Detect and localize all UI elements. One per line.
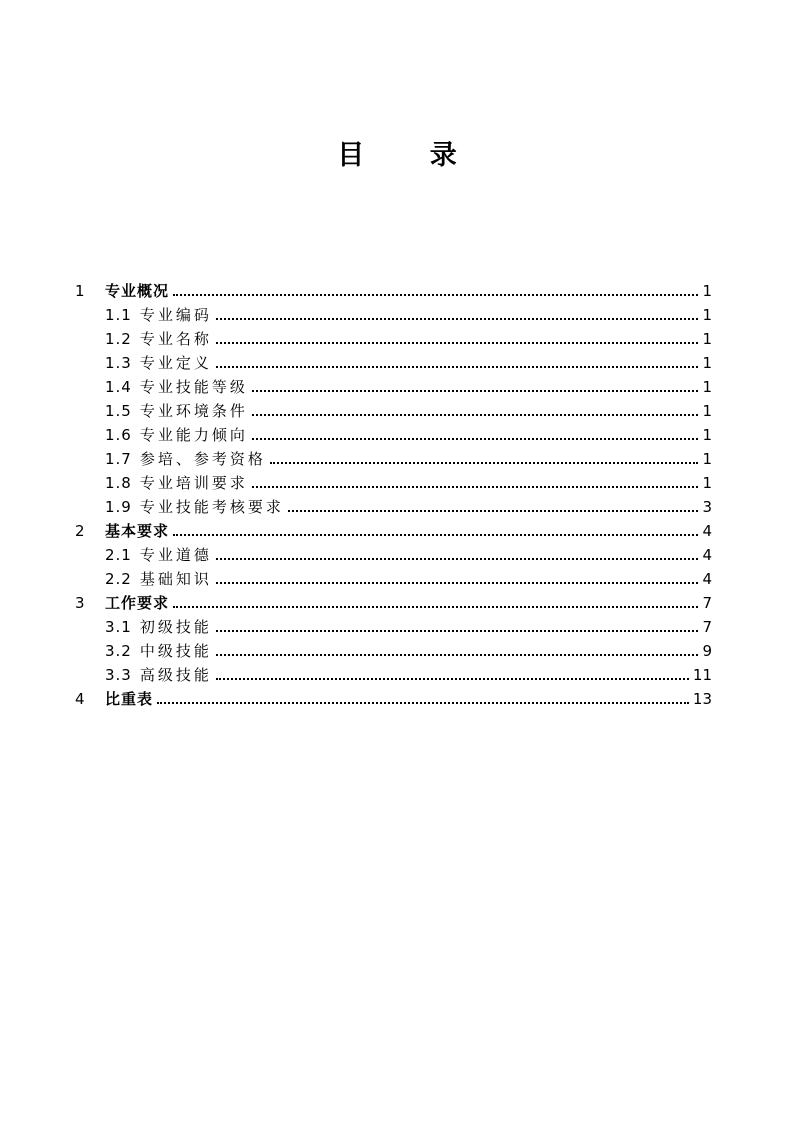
dot-leader	[216, 366, 699, 368]
toc-section-entry[interactable]	[75, 493, 712, 517]
toc-section-entry[interactable]	[75, 325, 712, 349]
toc-section-entry[interactable]	[75, 637, 712, 661]
toc-section-entry[interactable]	[75, 421, 712, 445]
toc-section-entry[interactable]	[75, 469, 712, 493]
dot-leader	[252, 438, 699, 440]
toc-entry-label: 专业编码	[139, 306, 212, 324]
dot-leader	[252, 414, 699, 416]
toc-entry-page-number: 1	[702, 450, 712, 468]
dot-leader	[252, 486, 699, 488]
toc-entry-label: 中级技能	[139, 642, 212, 660]
toc-chapter-entry[interactable]	[75, 517, 712, 541]
toc-entry-page-number: 1	[702, 378, 712, 396]
toc-entry-number: 4	[75, 690, 85, 708]
toc-entry-number: 2.1	[105, 546, 132, 564]
dot-leader	[216, 582, 699, 584]
toc-entry-page-number: 7	[702, 594, 712, 612]
toc-entry-label: 基础知识	[139, 570, 212, 588]
toc-entry-page-number: 1	[702, 402, 712, 420]
toc-entry-label: 专业定义	[139, 354, 212, 372]
toc-entry-label: 专业环境条件	[139, 402, 248, 420]
toc-section-entry[interactable]	[75, 397, 712, 421]
toc-entry-page-number: 11	[692, 666, 712, 684]
toc-entry-number: 3	[75, 594, 85, 612]
toc-entry-page-number: 1	[702, 354, 712, 372]
toc-entry-label: 基本要求	[105, 522, 170, 540]
dot-leader	[173, 606, 698, 608]
toc-entry-page-number: 1	[702, 474, 712, 492]
toc-section-entry[interactable]	[75, 445, 712, 469]
toc-entry-label: 工作要求	[105, 594, 170, 612]
toc-entry-label: 专业能力倾向	[139, 426, 248, 444]
toc-entry-label: 专业技能考核要求	[139, 498, 284, 516]
toc-section-entry[interactable]	[75, 373, 712, 397]
toc-entry-page-number: 4	[702, 546, 712, 564]
toc-entry-number: 1.7	[105, 450, 132, 468]
toc-entry-page-number: 4	[702, 570, 712, 588]
toc-entry-page-number: 3	[702, 498, 712, 516]
toc-entry-number: 3.3	[105, 666, 132, 684]
toc-entry-number: 1.4	[105, 378, 132, 396]
dot-leader	[252, 390, 699, 392]
dot-leader	[216, 342, 699, 344]
toc-entry-label: 高级技能	[139, 666, 212, 684]
toc-section-entry[interactable]	[75, 349, 712, 373]
toc-entry-page-number: 7	[702, 618, 712, 636]
toc-entry-page-number: 1	[702, 282, 712, 300]
toc-entry-number: 1.1	[105, 306, 132, 324]
toc-entry-label: 专业培训要求	[139, 474, 248, 492]
toc-section-entry[interactable]	[75, 661, 712, 685]
toc-entry-number: 1.8	[105, 474, 132, 492]
toc-entry-label: 参培、参考资格	[139, 450, 266, 468]
toc-chapter-entry[interactable]	[75, 685, 712, 709]
page-title: 目 录	[337, 140, 485, 171]
dot-leader	[173, 294, 698, 296]
toc-entry-number: 1.6	[105, 426, 132, 444]
toc-entry-number: 1.2	[105, 330, 132, 348]
dot-leader	[173, 534, 698, 536]
toc-entry-label: 专业名称	[139, 330, 212, 348]
dot-leader	[216, 654, 699, 656]
dot-leader	[216, 678, 689, 680]
toc-entry-page-number: 13	[692, 690, 712, 708]
toc-section-entry[interactable]	[75, 613, 712, 637]
toc-entry-page-number: 1	[702, 330, 712, 348]
dot-leader	[216, 318, 699, 320]
toc-section-entry[interactable]	[75, 565, 712, 589]
toc-entry-page-number: 1	[702, 426, 712, 444]
table-of-contents	[75, 277, 712, 709]
toc-entry-number: 1.5	[105, 402, 132, 420]
dot-leader	[216, 630, 699, 632]
toc-entry-number: 2	[75, 522, 85, 540]
toc-entry-page-number: 4	[702, 522, 712, 540]
toc-entry-label: 专业概况	[105, 282, 170, 300]
toc-entry-number: 1.9	[105, 498, 132, 516]
dot-leader	[288, 510, 699, 512]
toc-chapter-entry[interactable]	[75, 277, 712, 301]
toc-entry-number: 1	[75, 282, 85, 300]
toc-section-entry[interactable]	[75, 541, 712, 565]
toc-entry-number: 1.3	[105, 354, 132, 372]
toc-entry-number: 2.2	[105, 570, 132, 588]
toc-entry-page-number: 1	[702, 306, 712, 324]
toc-entry-number: 3.2	[105, 642, 132, 660]
toc-entry-label: 初级技能	[139, 618, 212, 636]
toc-entry-label: 专业技能等级	[139, 378, 248, 396]
dot-leader	[157, 702, 689, 704]
toc-entry-label: 比重表	[105, 690, 154, 708]
dot-leader	[216, 558, 699, 560]
toc-section-entry[interactable]	[75, 301, 712, 325]
dot-leader	[270, 462, 699, 464]
toc-entry-page-number: 9	[702, 642, 712, 660]
toc-chapter-entry[interactable]	[75, 589, 712, 613]
toc-entry-label: 专业道德	[139, 546, 212, 564]
toc-entry-number: 3.1	[105, 618, 132, 636]
